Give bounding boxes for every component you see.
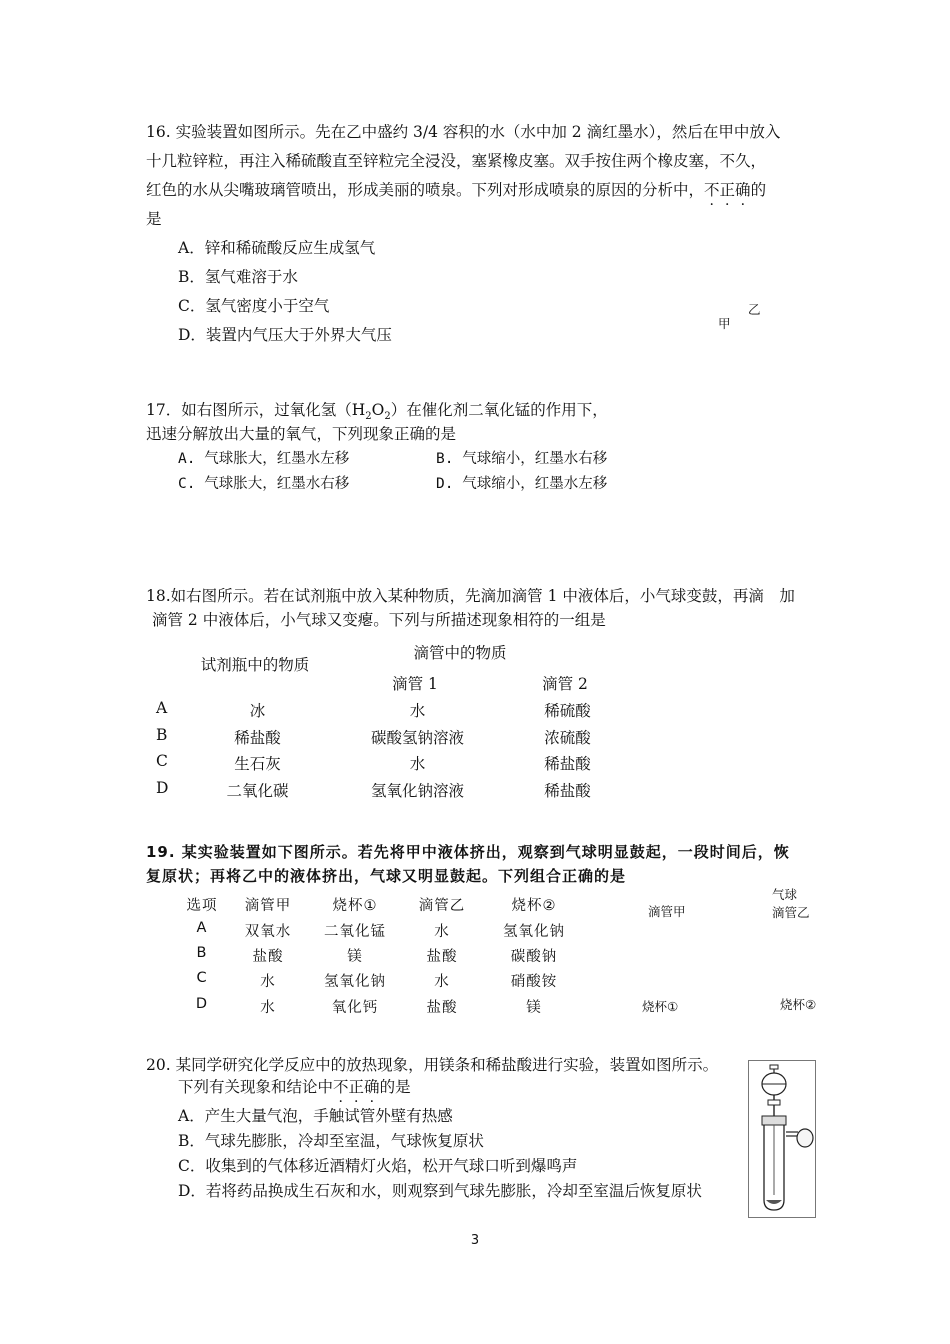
q18-header-dropper: 滴管中的物质 xyxy=(413,644,507,662)
q18-header-dropper-2: 滴管 2 xyxy=(542,675,588,693)
q18-row-d-d1: 氢氧化钠溶液 xyxy=(370,782,464,800)
q19-figure-label-beaker-2: 烧杯② xyxy=(780,997,817,1012)
q20-emphasis: 不正确 xyxy=(333,1078,380,1096)
q18-stem-line-1: 18.如右图所示。若在试剂瓶中放入某种物质，先滴加滴管 1 中液体后，小气球变鼓，再滴 加 xyxy=(146,587,795,605)
q17-option-b[interactable]: B. 气球缩小，红墨水右移 xyxy=(436,451,608,467)
q16-option-d[interactable]: D．装置内气压大于外界大气压 xyxy=(178,326,392,344)
q16-stem-line-3: 红色的水从尖嘴玻璃管喷出，形成美丽的喷泉。下列对形成喷泉的原因的分析中，不正确的 xyxy=(146,181,767,199)
q16-stem-line-2: 十几粒锌粒，再注入稀硫酸直至锌粒完全浸没，塞紧橡皮塞。双手按住两个橡皮塞，不久， xyxy=(146,152,767,170)
q20-option-b[interactable]: B．气球先膨胀，冷却至室温，气球恢复原状 xyxy=(178,1132,484,1150)
q18-row-b-d1: 碳酸氢钠溶液 xyxy=(370,729,464,747)
q18-row-d-d2: 稀盐酸 xyxy=(544,782,591,800)
q18-row-d-key: D xyxy=(156,779,169,797)
q16-emphasis: 不正确的 xyxy=(704,181,767,199)
q17-option-d[interactable]: D. 气球缩小，红墨水左移 xyxy=(436,476,608,492)
q19-row-a-beaker-2: 氢氧化钠 xyxy=(503,924,565,940)
q19-row-a-dropper-jia: 双氧水 xyxy=(244,924,292,940)
q16-option-c[interactable]: C．氢气密度小于空气 xyxy=(178,297,330,315)
q19-header-beaker-2: 烧杯② xyxy=(511,898,557,914)
q19-row-b-dropper-jia: 盐酸 xyxy=(252,949,284,965)
q19-stem-line-1: 19. 某实验装置如下图所示。若先将甲中液体挤出，观察到气球明显鼓起，一段时间后，恢 xyxy=(146,843,790,861)
q19-figure-label-balloon: 气球 xyxy=(772,887,798,902)
q18-row-c-bottle: 生石灰 xyxy=(234,755,281,773)
q19-figure-label-dropper-yi: 滴管乙 xyxy=(772,905,810,920)
q20-apparatus-figure xyxy=(748,1060,816,1218)
q16-option-a[interactable]: A．锌和稀硫酸反应生成氢气 xyxy=(178,239,376,257)
q18-row-c-d1: 水 xyxy=(409,755,426,773)
q19-row-d-option: D xyxy=(195,996,209,1012)
q19-row-c-beaker-1: 氢氧化钠 xyxy=(324,974,386,990)
q17-option-a[interactable]: A. 气球胀大，红墨水左移 xyxy=(178,451,350,467)
q18-row-b-bottle: 稀盐酸 xyxy=(234,729,281,747)
page-number: 3 xyxy=(470,1233,480,1248)
q19-row-b-beaker-2: 碳酸钠 xyxy=(510,949,558,965)
q19-row-b-option: B xyxy=(196,945,208,961)
q20-option-a[interactable]: A．产生大量气泡，手触试管外壁有热感 xyxy=(178,1107,453,1125)
q20-stem-line-2: 下列有关现象和结论中不正确的是 xyxy=(178,1078,411,1096)
q18-row-b-d2: 浓硫酸 xyxy=(544,729,591,747)
q20-option-d[interactable]: D．若将药品换成生石灰和水，则观察到气球先膨胀，冷却至室温后恢复原状 xyxy=(178,1182,702,1200)
q20-stem-line-1: 20. 某同学研究化学反应中的放热现象，用镁条和稀盐酸进行实验，装置如图所示。 xyxy=(146,1056,719,1074)
q18-header-bottle: 试剂瓶中的物质 xyxy=(200,656,310,674)
q19-row-d-beaker-2: 镁 xyxy=(526,1000,542,1016)
q16-option-b[interactable]: B．氢气难溶于水 xyxy=(178,268,298,286)
q18-row-b-key: B xyxy=(156,726,168,744)
q19-row-c-dropper-jia: 水 xyxy=(260,974,276,990)
q18-header-dropper-1: 滴管 1 xyxy=(392,675,438,693)
q18-row-a-d1: 水 xyxy=(409,702,426,720)
q19-row-c-dropper-yi: 水 xyxy=(434,974,450,990)
q19-header-option: 选项 xyxy=(186,898,218,914)
q19-header-dropper-jia: 滴管甲 xyxy=(244,898,292,914)
q18-row-a-bottle: 冰 xyxy=(249,702,266,720)
q16-figure-label-jia: 甲 xyxy=(718,316,731,331)
q19-row-c-option: C xyxy=(196,970,208,986)
q19-header-beaker-1: 烧杯① xyxy=(332,898,378,914)
q19-figure-label-dropper-jia: 滴管甲 xyxy=(648,904,686,919)
q19-header-dropper-yi: 滴管乙 xyxy=(418,898,466,914)
q19-row-d-dropper-jia: 水 xyxy=(260,1000,276,1016)
q18-stem-line-2: 滴管 2 中液体后，小气球又变瘪。下列与所描述现象相符的一组是 xyxy=(152,611,606,629)
q19-stem-line-2: 复原状；再将乙中的液体挤出，气球又明显鼓起。下列组合正确的是 xyxy=(146,867,627,885)
q17-stem-line-2: 迅速分解放出大量的氧气，下列现象正确的是 xyxy=(146,425,457,443)
q19-row-a-beaker-1: 二氧化锰 xyxy=(324,924,386,940)
q19-row-d-beaker-1: 氧化钙 xyxy=(331,1000,379,1016)
q16-stem-line-1: 16. 实验装置如图所示。先在乙中盛约 3/4 容积的水（水中加 2 滴红墨水），然后在甲中放入 xyxy=(146,123,781,141)
q18-row-c-key: C xyxy=(156,752,168,770)
q18-row-a-key: A xyxy=(156,699,168,717)
q19-row-c-beaker-2: 硝酸铵 xyxy=(510,974,558,990)
q18-row-c-d2: 稀盐酸 xyxy=(544,755,591,773)
q18-row-d-bottle: 二氧化碳 xyxy=(226,782,289,800)
q18-row-a-d2: 稀硫酸 xyxy=(544,702,591,720)
q19-row-a-option: A xyxy=(196,920,208,936)
q19-row-a-dropper-yi: 水 xyxy=(434,924,450,940)
q17-option-c[interactable]: C. 气球胀大，红墨水右移 xyxy=(178,476,350,492)
q19-row-b-beaker-1: 镁 xyxy=(347,949,363,965)
q19-row-b-dropper-yi: 盐酸 xyxy=(426,949,458,965)
q17-stem-line-1: 17．如右图所示，过氧化氢$(H_2O_2)$在催化剂二氧化锰的作用下， xyxy=(146,401,608,422)
q16-figure-label-yi: 乙 xyxy=(748,302,761,317)
q19-row-d-dropper-yi: 盐酸 xyxy=(426,1000,458,1016)
q19-figure-label-beaker-1: 烧杯① xyxy=(642,999,679,1014)
q20-option-c[interactable]: C．收集到的气体移近酒精灯火焰，松开气球口听到爆鸣声 xyxy=(178,1157,578,1175)
q16-stem-line-4: 是 xyxy=(146,210,162,228)
